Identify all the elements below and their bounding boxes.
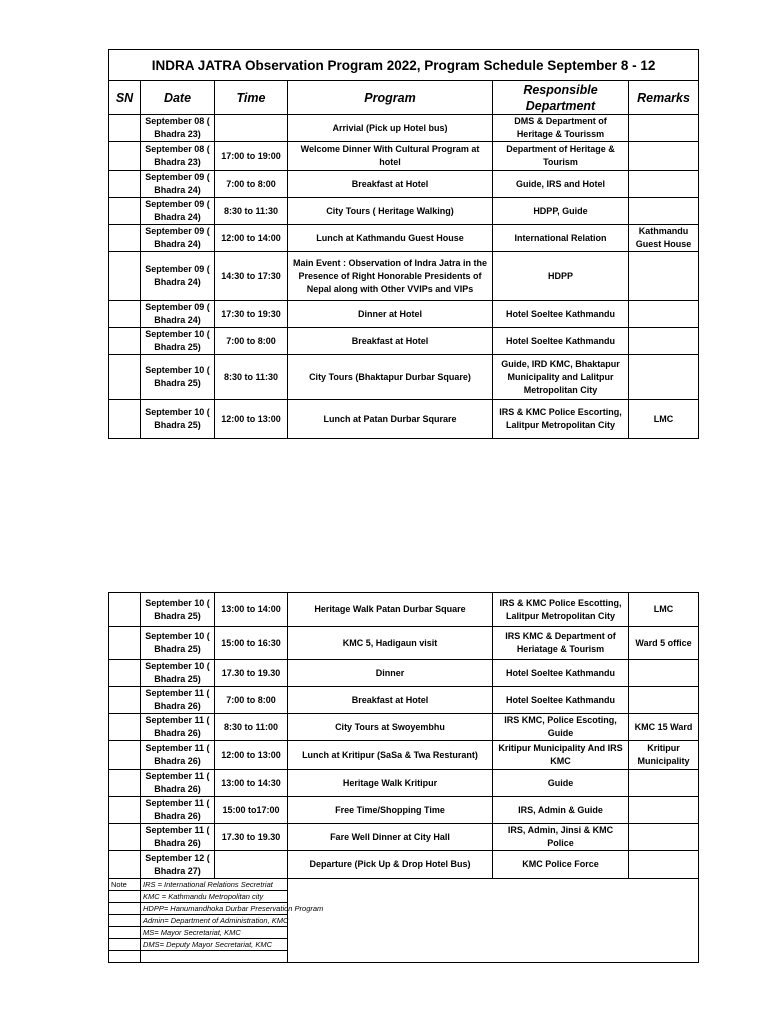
cell-department: Hotel Soeltee Kathmandu [493,328,629,355]
schedule-row [109,714,699,741]
cell-department: International Relation [493,225,629,252]
schedule-row [109,252,699,301]
cell-remarks: Kritipur Municipality [629,741,699,770]
schedule-row [109,355,699,400]
cell-program: Breakfast at Hotel [288,687,493,714]
cell-remarks [629,770,699,797]
cell-time: 7:00 to 8:00 [215,171,288,198]
note-text: MS= Mayor Secretariat, KMC [141,927,288,939]
cell-program: City Tours ( Heritage Walking) [288,198,493,225]
schedule-row [109,851,699,879]
note-label [109,927,141,939]
cell-program: Free Time/Shopping Time [288,797,493,824]
cell-remarks: LMC [629,593,699,627]
cell-sn [109,355,141,400]
cell-sn [109,252,141,301]
header-date: Date [141,81,215,115]
cell-program: Heritage Walk Patan Durbar Square [288,593,493,627]
cell-program: Arrivial (Pick up Hotel bus) [288,115,493,142]
schedule-row [109,225,699,252]
cell-time: 8:30 to 11:00 [215,714,288,741]
cell-department: IRS KMC & Department of Heriatage & Tourism [493,627,629,660]
cell-date: September 10 ( Bhadra 25) [141,627,215,660]
cell-remarks: KMC 15 Ward [629,714,699,741]
cell-remarks [629,115,699,142]
cell-remarks [629,171,699,198]
cell-time: 13:00 to 14:00 [215,593,288,627]
cell-remarks [629,198,699,225]
note-label [109,951,141,963]
cell-date: September 10 ( Bhadra 25) [141,400,215,439]
cell-time: 7:00 to 8:00 [215,687,288,714]
cell-remarks [629,142,699,171]
cell-date: September 09 ( Bhadra 24) [141,198,215,225]
cell-program: Main Event : Observation of Indra Jatra in the Presence of Right Honorable Presidents of Nepal along with Other VVIPs and VIPs [288,252,493,301]
schedule-row [109,198,699,225]
cell-date: September 11 ( Bhadra 26) [141,741,215,770]
cell-time: 7:00 to 8:00 [215,328,288,355]
cell-remarks [629,252,699,301]
schedule-row [109,115,699,142]
schedule-row [109,142,699,171]
header-program: Program [288,81,493,115]
note-label [109,915,141,927]
cell-remarks [629,328,699,355]
cell-remarks [629,660,699,687]
notes-section [109,879,699,963]
cell-remarks [629,797,699,824]
schedule-row [109,687,699,714]
cell-program: Dinner at Hotel [288,301,493,328]
cell-department: Kritipur Municipality And IRS KMC [493,741,629,770]
cell-time: 14:30 to 17:30 [215,252,288,301]
header-time: Time [215,81,288,115]
cell-date: September 08 ( Bhadra 23) [141,142,215,171]
schedule-table-part-2 [108,592,699,963]
note-row [109,927,699,939]
header-remarks: Remarks [629,81,699,115]
cell-program: KMC 5, Hadigaun visit [288,627,493,660]
schedule-row [109,301,699,328]
cell-sn [109,627,141,660]
cell-time: 12:00 to 14:00 [215,225,288,252]
cell-sn [109,660,141,687]
schedule-row [109,797,699,824]
cell-time: 8:30 to 11:30 [215,355,288,400]
note-blank [288,927,699,939]
note-blank [288,939,699,951]
cell-time: 15:00 to17:00 [215,797,288,824]
note-row [109,939,699,951]
schedule-row [109,171,699,198]
cell-program: Dinner [288,660,493,687]
cell-remarks: Ward 5 office [629,627,699,660]
schedule-row [109,627,699,660]
cell-date: September 09 ( Bhadra 24) [141,171,215,198]
header-sn: SN [109,81,141,115]
note-row [109,903,699,915]
cell-remarks [629,824,699,851]
cell-department: IRS KMC, Police Escoting, Guide [493,714,629,741]
cell-department: HDPP [493,252,629,301]
note-text: HDPP= Hanumandhoka Durbar Preservation Program [141,903,288,915]
cell-department: Guide [493,770,629,797]
cell-department: Hotel Soeltee Kathmandu [493,687,629,714]
cell-date: September 11 ( Bhadra 26) [141,797,215,824]
cell-sn [109,198,141,225]
cell-program: City Tours (Bhaktapur Durbar Square) [288,355,493,400]
cell-date: September 11 ( Bhadra 26) [141,714,215,741]
cell-program: Lunch at Kathmandu Guest House [288,225,493,252]
cell-time [215,851,288,879]
schedule-row [109,400,699,439]
schedule-table-part-1 [108,49,699,439]
note-row [109,915,699,927]
cell-department: Guide, IRS and Hotel [493,171,629,198]
cell-time: 17.30 to 19.30 [215,660,288,687]
cell-department: HDPP, Guide [493,198,629,225]
schedule-body-1 [109,115,699,439]
cell-program: Lunch at Kritipur (SaSa & Twa Resturant) [288,741,493,770]
note-blank [288,951,699,963]
cell-time: 17.30 to 19.30 [215,824,288,851]
cell-sn [109,142,141,171]
schedule-row [109,660,699,687]
cell-department: IRS & KMC Police Escorting, Lalitpur Metropolitan City [493,400,629,439]
cell-date: September 10 ( Bhadra 25) [141,593,215,627]
cell-sn [109,171,141,198]
cell-department: Hotel Soeltee Kathmandu [493,301,629,328]
cell-time: 15:00 to 16:30 [215,627,288,660]
cell-program: Lunch at Patan Durbar Squrare [288,400,493,439]
schedule-row [109,593,699,627]
cell-time: 8:30 to 11:30 [215,198,288,225]
cell-date: September 09 ( Bhadra 24) [141,301,215,328]
cell-time [215,115,288,142]
schedule-row [109,770,699,797]
note-label [109,939,141,951]
note-label [109,891,141,903]
schedule-body-2 [109,593,699,879]
cell-sn [109,593,141,627]
cell-date: September 12 ( Bhadra 27) [141,851,215,879]
cell-program: Fare Well Dinner at City Hall [288,824,493,851]
cell-remarks [629,687,699,714]
note-row [109,879,699,891]
cell-date: September 09 ( Bhadra 24) [141,225,215,252]
cell-program: City Tours at Swoyembhu [288,714,493,741]
cell-department: Department of Heritage & Tourism [493,142,629,171]
cell-sn [109,225,141,252]
note-text: IRS = International Relations Secretriat [141,879,288,891]
cell-department: Hotel Soeltee Kathmandu [493,660,629,687]
document-title: INDRA JATRA Observation Program 2022, Program Schedule September 8 - 12 [109,50,699,81]
cell-date: September 10 ( Bhadra 25) [141,355,215,400]
cell-time: 13:00 to 14:30 [215,770,288,797]
cell-sn [109,328,141,355]
note-blank [288,891,699,903]
cell-program: Heritage Walk Kritipur [288,770,493,797]
schedule-row [109,328,699,355]
header-department: Responsible Department [493,81,629,115]
schedule-row [109,824,699,851]
cell-remarks: Kathmandu Guest House [629,225,699,252]
cell-date: September 10 ( Bhadra 25) [141,660,215,687]
cell-sn [109,797,141,824]
cell-time: 12:00 to 13:00 [215,400,288,439]
note-row [109,951,699,963]
cell-remarks [629,301,699,328]
cell-sn [109,687,141,714]
cell-sn [109,770,141,797]
cell-date: September 10 ( Bhadra 25) [141,328,215,355]
note-text: KMC = Kathmandu Metropolitan city [141,891,288,903]
note-label: Note [109,879,141,891]
cell-date: September 08 ( Bhadra 23) [141,115,215,142]
cell-remarks [629,851,699,879]
note-text [141,951,288,963]
cell-remarks [629,355,699,400]
cell-time: 17:30 to 19:30 [215,301,288,328]
note-blank [288,915,699,927]
cell-date: September 09 ( Bhadra 24) [141,252,215,301]
cell-time: 17:00 to 19:00 [215,142,288,171]
cell-sn [109,851,141,879]
cell-sn [109,115,141,142]
note-text: Admin= Department of Administration, KMC [141,915,288,927]
cell-date: September 11 ( Bhadra 26) [141,687,215,714]
note-text: DMS= Deputy Mayor Secretariat, KMC [141,939,288,951]
cell-remarks: LMC [629,400,699,439]
cell-sn [109,714,141,741]
note-blank [288,879,699,891]
cell-department: DMS & Department of Heritage & Tourissm [493,115,629,142]
note-blank [288,903,699,915]
cell-department: IRS, Admin, Jinsi & KMC Police [493,824,629,851]
cell-department: KMC Police Force [493,851,629,879]
cell-program: Departure (Pick Up & Drop Hotel Bus) [288,851,493,879]
cell-sn [109,301,141,328]
cell-date: September 11 ( Bhadra 26) [141,824,215,851]
cell-sn [109,400,141,439]
cell-program: Welcome Dinner With Cultural Program at hotel [288,142,493,171]
cell-sn [109,824,141,851]
note-label [109,903,141,915]
schedule-row [109,741,699,770]
cell-program: Breakfast at Hotel [288,171,493,198]
cell-department: IRS, Admin & Guide [493,797,629,824]
cell-date: September 11 ( Bhadra 26) [141,770,215,797]
cell-department: Guide, IRD KMC, Bhaktapur Municipality and Lalitpur Metropolitan City [493,355,629,400]
cell-department: IRS & KMC Police Escotting, Lalitpur Metropolitan City [493,593,629,627]
cell-time: 12:00 to 13:00 [215,741,288,770]
note-row [109,891,699,903]
cell-program: Breakfast at Hotel [288,328,493,355]
cell-sn [109,741,141,770]
